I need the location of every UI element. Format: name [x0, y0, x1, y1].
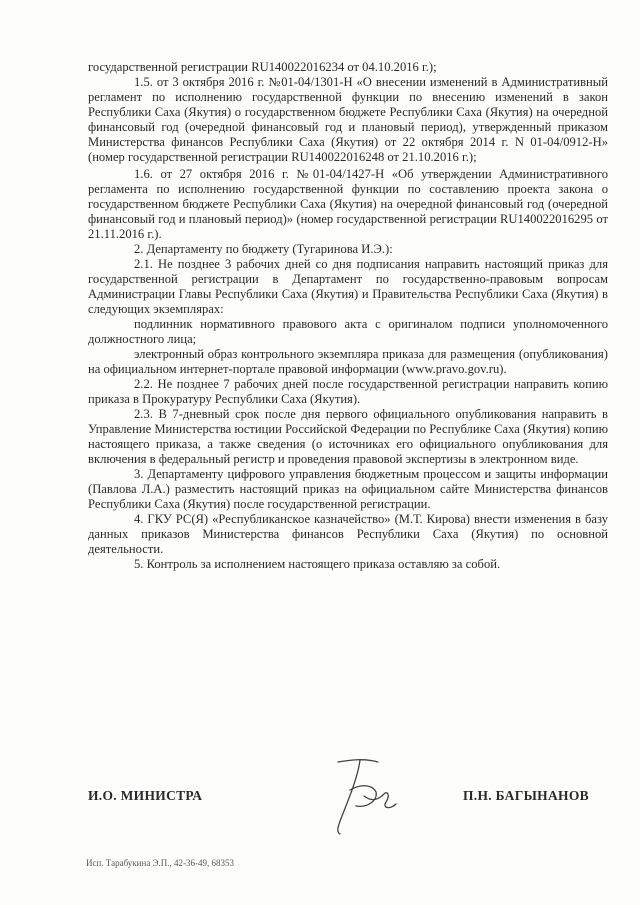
signatory-name: П.Н. БАГЫНАНОВ: [463, 788, 589, 803]
document-body: [88, 60, 608, 572]
handwritten-signature: [320, 756, 410, 838]
paragraph: государственной регистрации RU140022016234 от 04.10.2016 г.);: [88, 60, 437, 74]
paragraph: 2.2. Не позднее 7 рабочих дней после государственной регистрации направить копию приказа в Прокуратуру Республики Саха (Якутия).: [88, 377, 608, 406]
signatory-position: И.О. МИНИСТРА: [88, 788, 203, 803]
paragraph: 2.1. Не позднее 3 рабочих дней со дня подписания направить настоящий приказ для государственной регистрации в Департамент по государственно-правовым вопросам Администрации Главы Республики Саха (Якутия) и Правительства Республики Саха (Якутия) в следующих экземплярах:: [88, 257, 608, 316]
paragraph: 5. Контроль за исполнением настоящего приказа оставляю за собой.: [134, 557, 501, 571]
paragraph: 4. ГКУ РС(Я) «Республиканское казначейство» (М.Т. Кирова) внести изменения в базу данных приказов Министерства финансов Республики Саха (Якутия) по основной деятельности.: [88, 512, 608, 556]
paragraph: 2. Департаменту по бюджету (Тугаринова И.Э.):: [134, 242, 393, 256]
executor-footer: Исп. Тарабукина Э.П., 42-36-49, 68353: [86, 858, 234, 868]
paragraph: 2.3. В 7-дневный срок после дня первого официального опубликования направить в Управление Министерства юстиции Российской Федерации по Республике Саха (Якутия) копию настоящего приказа, а также сведения (о источниках его официального опубликования для включения в федеральный регистр и проведения правовой экспертизы в электронном виде.: [88, 407, 608, 466]
paragraph: 3. Департаменту цифрового управления бюджетным процессом и защиты информации (Павлова Л.А.) разместить настоящий приказ на официальном сайте Министерства финансов Республики Саха (Якутия) после государственной регистрации.: [88, 467, 608, 511]
paragraph: 1.5. от 3 октября 2016 г. №01-04/1301-Н «О внесении изменений в Административный регламент по исполнению государственной функции по внесению изменений в закон Республики Саха (Якутия) о государственном бюджете Республики Саха (Якутия) на очередной финансовый год (очередной финансовый год и плановый период), утвержденный приказом Министерства финансов Республики Саха (Якутия) от 22 октября 2014 г. N 01-04/0912-Н» (номер государственной регистрации RU140022016248 от 21.10.2016 г.);: [88, 75, 608, 164]
paragraph: электронный образ контрольного экземпляра приказа для размещения (опубликования) на официальном интернет-портале правовой информации (www.pravo.gov.ru).: [88, 347, 608, 376]
paragraph: подлинник нормативного правового акта с оригиналом подписи уполномоченного должностного лица;: [88, 317, 608, 346]
paragraph: 1.6. от 27 октября 2016 г. №01-04/1427-Н «Об утверждении Административного регламента по исполнению государственной функции по составлению проекта закона о государственном бюджете Республики Саха (Якутия) на очередной финансовый год (очередной финансовый год и плановый период)» (номер государственной регистрации RU140022016295 от 21.11.2016 г.).: [88, 167, 608, 241]
